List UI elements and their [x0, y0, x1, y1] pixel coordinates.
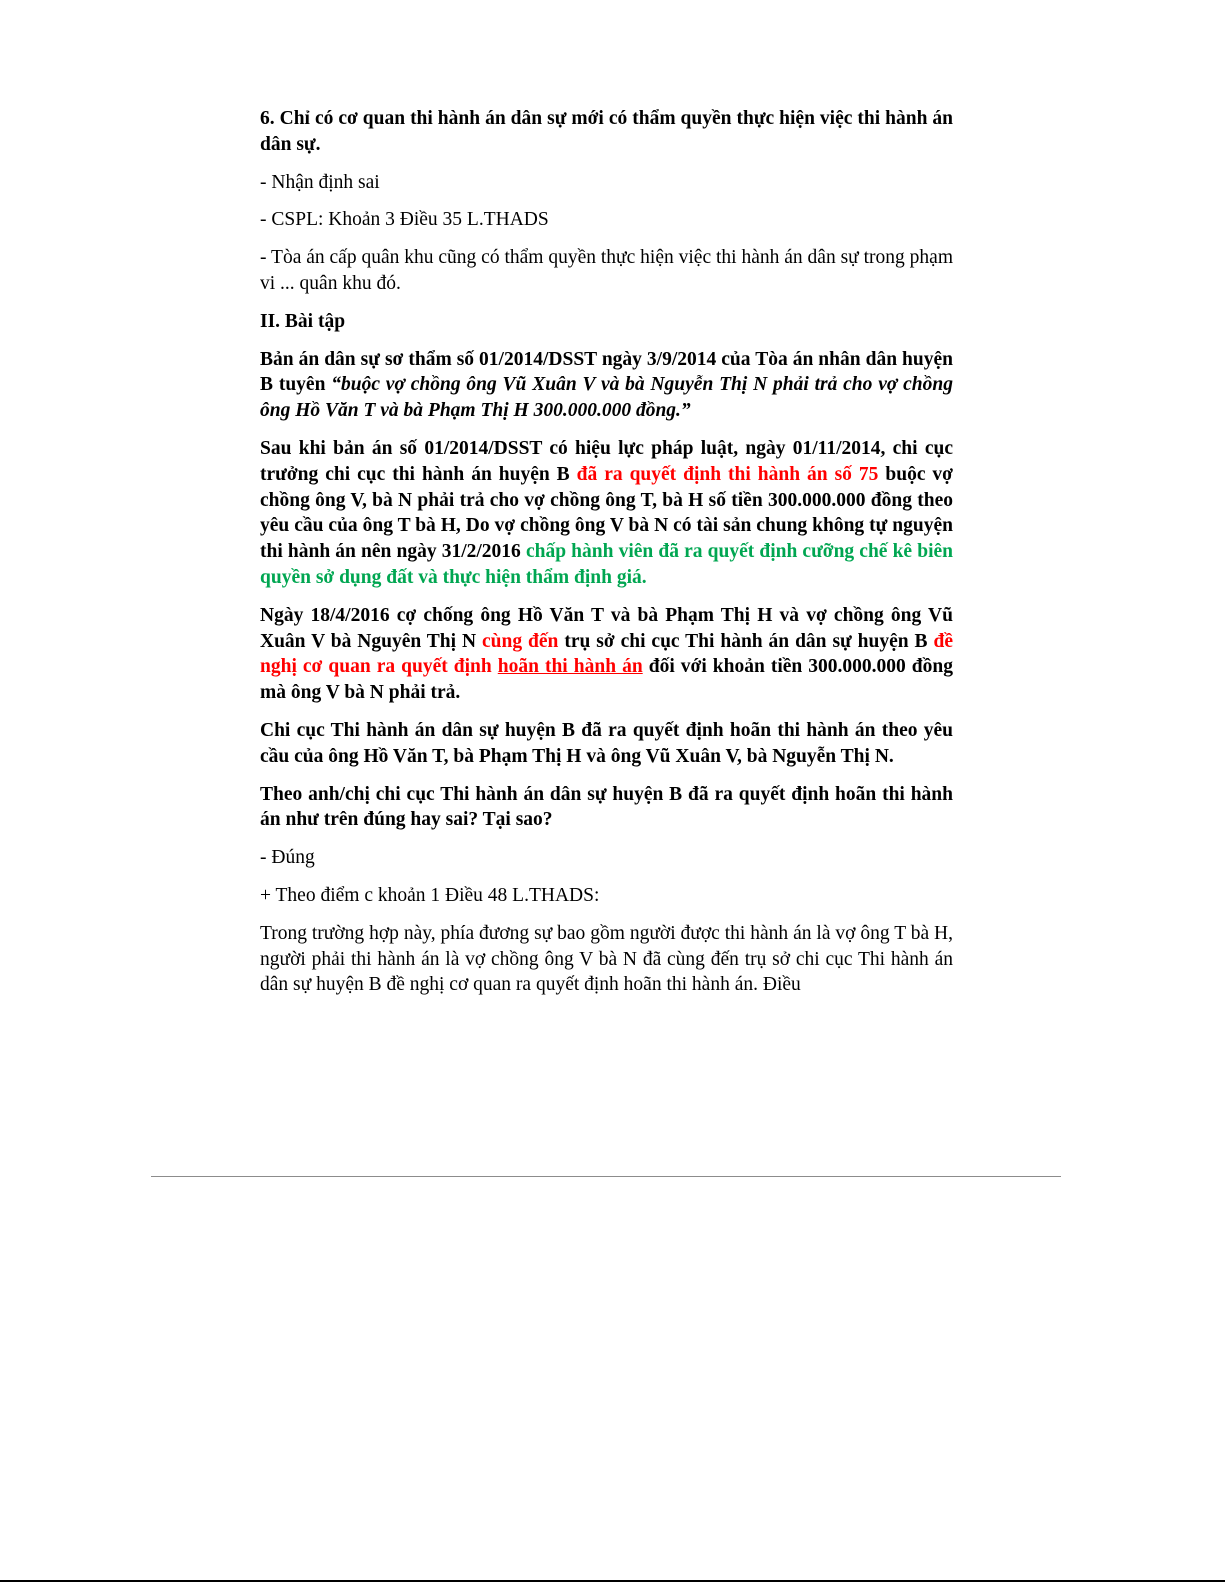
paragraph-3-text-b: trụ sở chi cục Thi hành án dân sự huyện B	[558, 630, 934, 652]
paragraph-3-red-underlined: hoãn thi hành án	[497, 656, 643, 678]
paragraph-2-red-highlight: đã ra quyết định thi hành án số 75	[576, 463, 879, 485]
exercise-paragraph-1	[260, 347, 953, 424]
exercise-paragraph-1-lead: Bản án dân sự sơ thẩm số 01/2014/DSST ngày 3/9/2014 của Tòa án nhân dân huyện B tuyên	[260, 348, 953, 396]
exercise-paragraph-2	[260, 436, 953, 591]
bottom-border	[0, 1580, 1225, 1582]
section-title: II. Bài tập	[260, 310, 346, 332]
exercise-paragraph-4: Chi cục Thi hành án dân sự huyện B đã ra quyết định hoãn thi hành án theo yêu cầu của ông Hồ Văn T, bà Phạm Thị H và ông Vũ Xuân V, bà Nguyễn Thị N.	[260, 719, 953, 767]
question-6-legal-basis: - CSPL: Khoản 3 Điều 35 L.THADS	[260, 209, 549, 231]
answer-verdict: - Đúng	[260, 847, 315, 869]
paragraph-3-text-c: đối với khoản tiền 300.000.000 đồng mà ông V bà N phải trả.	[260, 656, 954, 704]
document-body	[260, 106, 953, 1010]
paragraph-3-red-highlight-1: cùng đến	[482, 630, 559, 652]
answer-explanation: Trong trường hợp này, phía đương sự bao gồm người được thi hành án là vợ ông T bà H, người phải thi hành án là vợ chồng ông V bà N đã cùng đến trụ sở chi cục Thi hành án dân sự huyện B đề nghị cơ quan ra quyết định hoãn thi hành án. Điều	[260, 922, 953, 996]
paragraph-2-text-a: Sau khi bản án số 01/2014/DSST có hiệu lực pháp luật, ngày 01/11/2014, chi cục trưởng chi cục thi hành án huyện B	[260, 437, 953, 485]
exercise-paragraph-3	[260, 603, 953, 706]
paragraph-3-text-a: Ngày 18/4/2016 cợ chống ông Hồ Văn T và bà Phạm Thị H và vợ chồng ông Vũ Xuân V bà Nguyên Thị N	[260, 604, 953, 652]
question-6-verdict: - Nhận định sai	[260, 171, 380, 193]
page-divider	[151, 1176, 1061, 1177]
question-6-heading: 6. Chỉ có cơ quan thi hành án dân sự mới có thẩm quyền thực hiện việc thi hành án dân sự.	[260, 108, 953, 155]
paragraph-2-green-highlight: chấp hành viên đã ra quyết định cưỡng chế kê biên quyền sở dụng đất và thực hiện thẩm định giá.	[260, 541, 953, 588]
question-6-explanation: - Tòa án cấp quân khu cũng có thẩm quyền thực hiện việc thi hành án dân sự trong phạm vi ... quân khu đó.	[260, 247, 953, 294]
paragraph-3-red-highlight-2: đề nghị cơ quan ra quyết định	[260, 630, 953, 678]
paragraph-2-text-b: buộc vợ chồng ông V, bà N phải trả cho vợ chồng ông T, bà H số tiền 300.000.000 đồng theo yêu cầu của ông T bà H, Do vợ chồng ông V bà N có tài sản chung không tự nguyện thi hành án nên ngày 31/2/2016	[260, 463, 953, 563]
judgment-quote: “buộc vợ chồng ông Vũ Xuân V và bà Nguyễn Thị N phải trả cho vợ chồng ông Hồ Văn T và bà Phạm Thị H 300.000.000 đồng.”	[260, 374, 953, 422]
exercise-question: Theo anh/chị chi cục Thi hành án dân sự huyện B đã ra quyết định hoãn thi hành án như trên đúng hay sai? Tại sao?	[260, 783, 953, 831]
answer-legal-basis: + Theo điểm c khoản 1 Điều 48 L.THADS:	[260, 884, 600, 906]
